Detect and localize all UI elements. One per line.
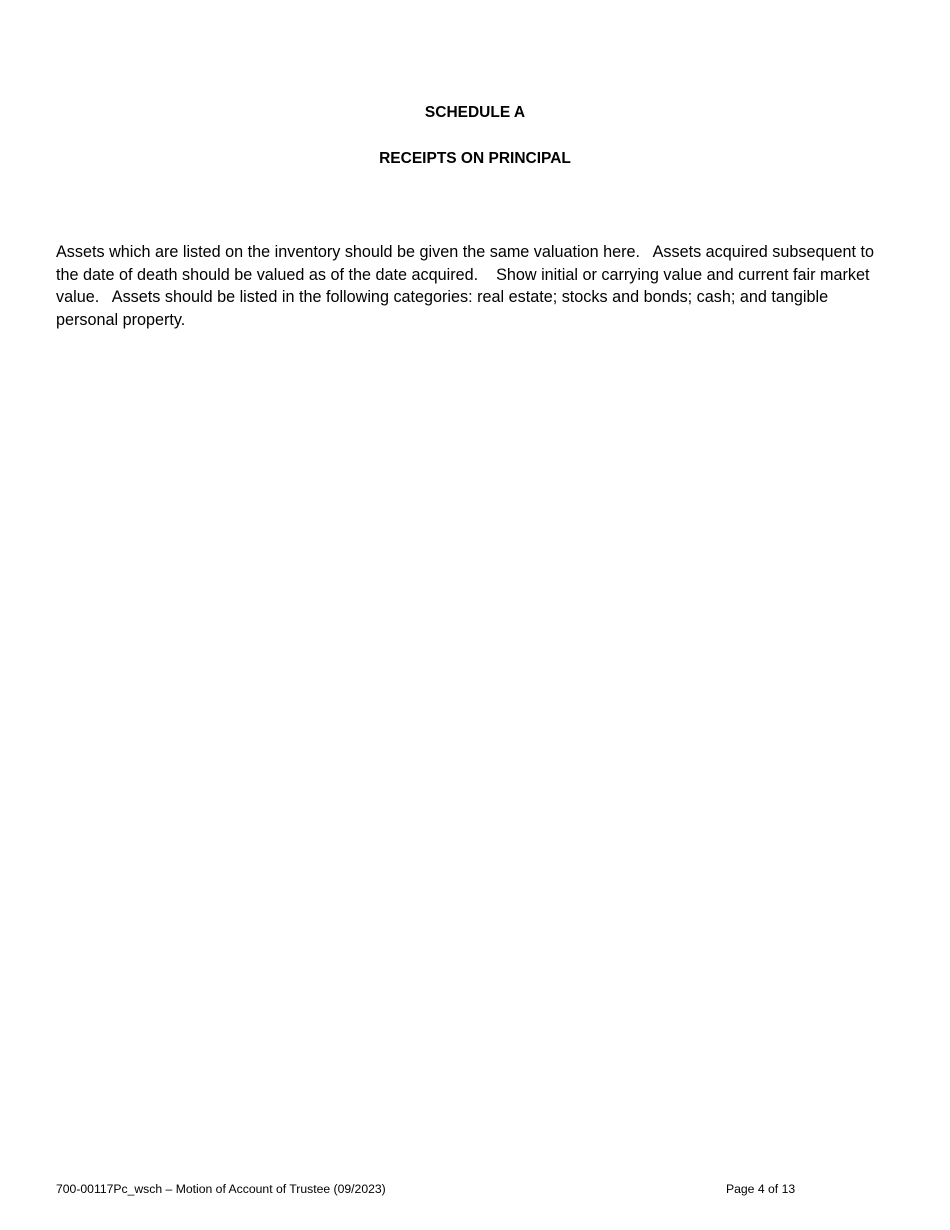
footer-page-number: Page 4 of 13	[726, 1182, 796, 1196]
instructions-paragraph: Assets which are listed on the inventory should be given the same valuation here. Assets acquired subsequent to the date of death should be valued as of the date acquired. Show initial or carrying value and current fair market value. Assets should be listed in the following categories: real estate; stocks and bonds; cash; and tangible personal property.	[56, 243, 879, 330]
schedule-subtitle: RECEIPTS ON PRINCIPAL	[379, 150, 571, 167]
footer-form-id: 700-00117Pc_wsch – Motion of Account of Trustee (09/2023)	[56, 1182, 386, 1196]
schedule-title: SCHEDULE A	[424, 104, 526, 121]
